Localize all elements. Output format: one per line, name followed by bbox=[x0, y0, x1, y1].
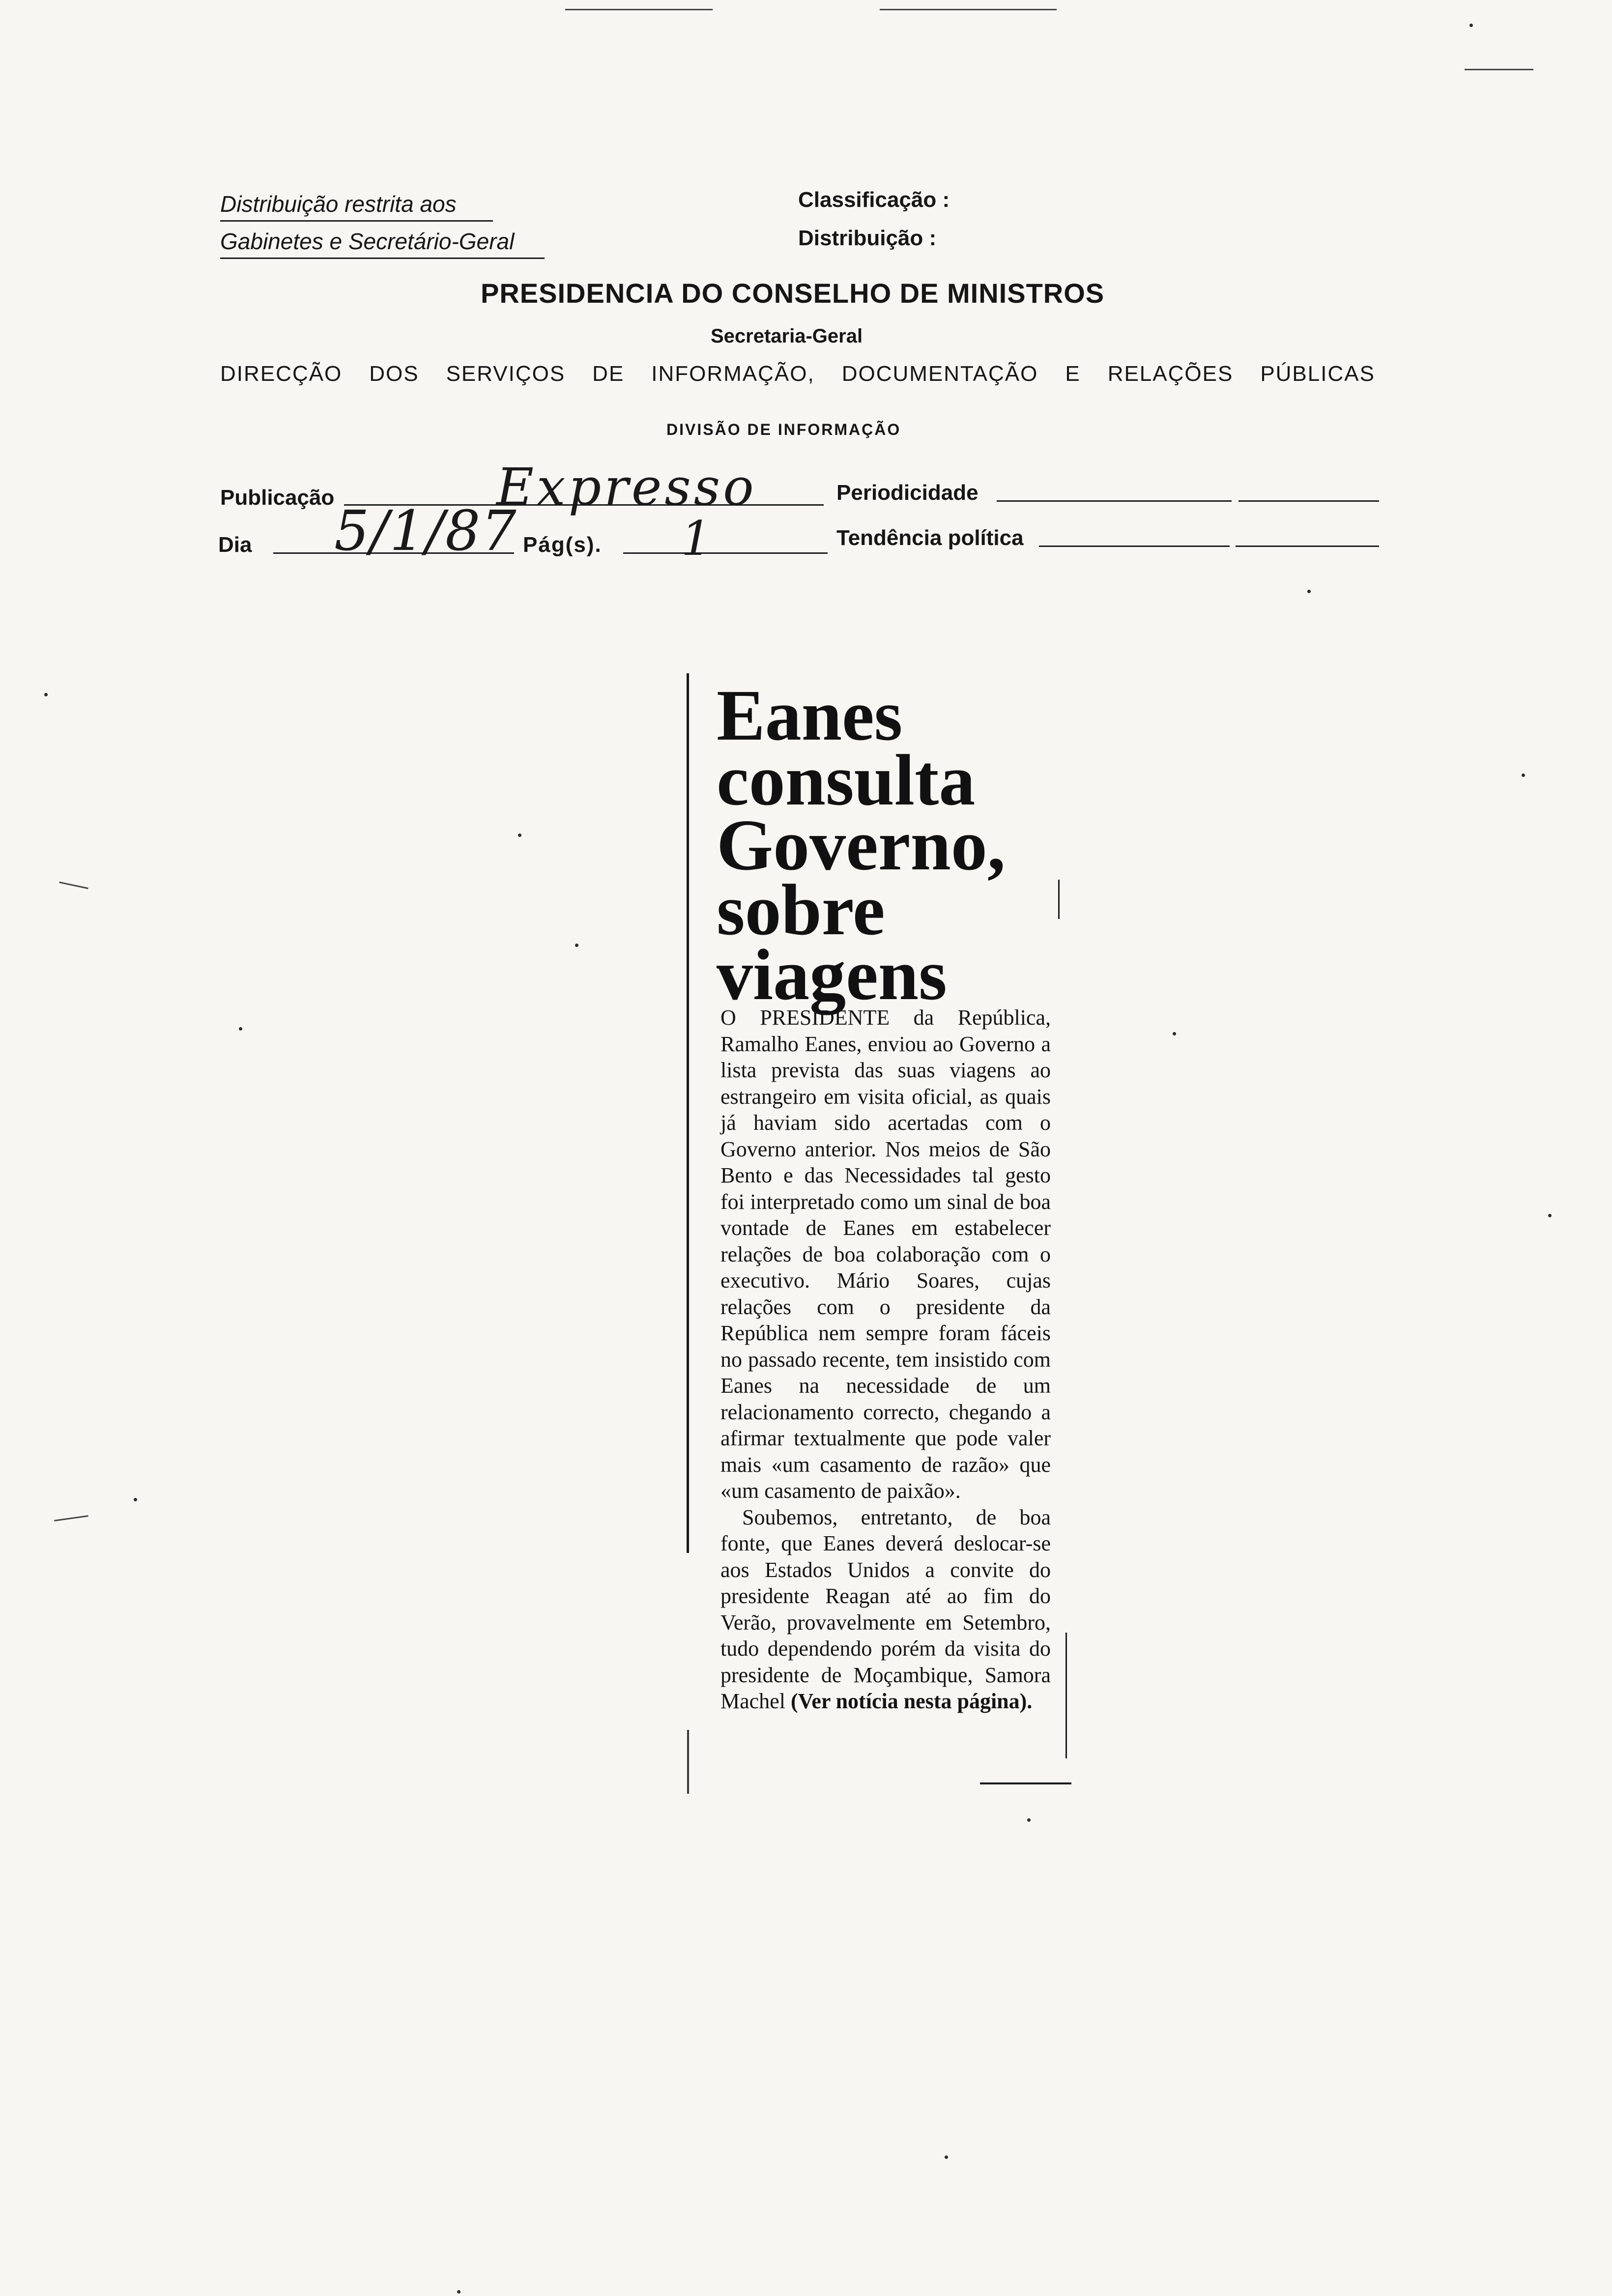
article-paragraph-2-text: Soubemos, entretanto, de boa fonte, que Eanes deverá deslocar-se aos Estados Unidos a convite do presidente Reagan até ao fim do Verão, provavelmente em Setembro, tudo dependendo porém da visita do presidente de Moçambique, Samora Machel bbox=[720, 1505, 1051, 1713]
dia-value: 5/1/87 bbox=[334, 499, 518, 563]
page-title: PRESIDENCIA DO CONSELHO DE MINISTROS bbox=[481, 278, 1105, 309]
pags-label: Pág(s). bbox=[523, 533, 602, 557]
tendencia-label: Tendência política bbox=[836, 526, 1024, 550]
distribution-note bbox=[220, 193, 514, 259]
headline-line: Eanes bbox=[717, 675, 903, 756]
distribution-note-line-1: Distribuição restrita aos bbox=[220, 191, 457, 217]
classificacao-label: Classificação : bbox=[798, 188, 950, 212]
publicacao-value: Expresso bbox=[496, 457, 757, 517]
distribution-note-line-2: Gabinetes e Secretário-Geral bbox=[220, 229, 515, 254]
distribuicao-label: Distribuição : bbox=[798, 226, 937, 250]
article-paragraph-1: O PRESIDENTE da República, Ramalho Eanes, enviou ao Governo a lista prevista das suas viagens ao estrangeiro em visita oficial, as quais já haviam sido acertadas com o Governo anterior. Nos meios de São Bento e das Necessidades tal gesto foi interpretado como um sinal de boa vontade de Eanes em estabelecer relações de boa colaboração com o executivo. Mário Soares, cujas relações com o presidente da República nem sempre foram fáceis no passado recente, tem insistido com Eanes na necessidade de um relacionamento correcto, chegando a afirmar textualmente que pode valer mais «um casamento de razão» que «um casamento de paixão». bbox=[720, 1005, 1051, 1503]
direccao-word: INFORMAÇÃO, bbox=[651, 362, 815, 386]
article-cross-reference: (Ver notícia nesta página). bbox=[790, 1689, 1033, 1713]
direccao-word: DE bbox=[592, 362, 625, 386]
headline-line: Governo, bbox=[717, 805, 1006, 886]
dia-label: Dia bbox=[218, 533, 252, 557]
headline-line: sobre bbox=[717, 870, 885, 950]
direccao-word: E bbox=[1065, 362, 1081, 386]
direccao-word: SERVIÇOS bbox=[446, 362, 566, 386]
direccao-word: DOCUMENTAÇÃO bbox=[841, 362, 1038, 386]
article-body bbox=[720, 1004, 1051, 1715]
divisao-label: DIVISÃO DE INFORMAÇÃO bbox=[666, 421, 901, 438]
direccao-word: RELAÇÕES bbox=[1107, 362, 1234, 386]
pags-value: 1 bbox=[681, 511, 712, 566]
direccao-word: DIRECÇÃO bbox=[220, 362, 343, 386]
direccao-word: PÚBLICAS bbox=[1260, 362, 1375, 386]
publicacao-label: Publicação bbox=[220, 486, 335, 510]
direccao-word: DOS bbox=[369, 362, 419, 386]
headline-line: viagens bbox=[717, 935, 947, 1015]
article-headline bbox=[717, 675, 1006, 1015]
headline-line: consulta bbox=[717, 740, 976, 821]
secretaria-label: Secretaria-Geral bbox=[711, 325, 863, 347]
periodicidade-label: Periodicidade bbox=[836, 481, 979, 505]
direccao-servicos-line bbox=[220, 362, 1375, 386]
article-paragraph-2 bbox=[720, 1504, 1051, 1715]
